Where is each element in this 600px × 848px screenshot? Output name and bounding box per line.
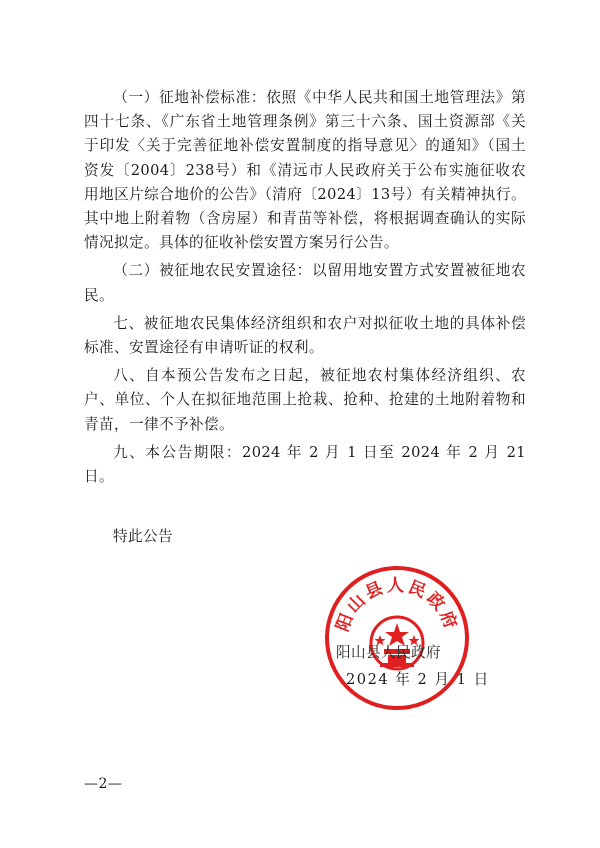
official-seal — [322, 563, 472, 713]
paragraph-notice-period: 九、本公告期限：2024 年 2 月 1 日至 2024 年 2 月 21 日。 — [84, 443, 526, 486]
paragraph-compensation-standard: （一）征地补偿标准：依照《中华人民共和国土地管理法》第四十七条、《广东省土地管理条例》第三十六条、国土资源部《关于印发〈关于完善征地补偿安置制度的指导意见〉的通知》（国土资发〔2004〕238号）和《清远市人民政府关于公布实施征收农用地区片综合地价的公告》（清府〔2024〕13号）有关精神执行。其中地上附着物（含房屋）和青苗等补偿，将根据调查确认的实际情况拟定。具体的征收补偿安置方案另行公告。 — [84, 89, 526, 252]
notice-body — [84, 86, 526, 489]
seal-text: 阳山县人民政府 — [332, 576, 462, 635]
paragraph-hearing-rights: 七、被征地农民集体经济组织和农户对拟征收土地的具体补偿标准、安置途径有申请听证的权利。 — [84, 314, 526, 357]
signature-organization: 阳山县人民政府 — [336, 644, 441, 661]
signature-date: 2024 年 2 月 1 日 — [346, 671, 490, 688]
page-number: —2— — [84, 776, 123, 792]
paragraph-no-compensation: 八、自本预公告发布之日起，被征地农村集体经济组织、农户、单位、个人在拟征地范围上抢栽、抢种、抢建的土地附着物和青苗，一律不予补偿。 — [84, 367, 526, 433]
paragraph-resettlement-method: （二）被征地农民安置途径：以留用地安置方式安置被征地农民。 — [84, 262, 526, 304]
closing-statement: 特此公告 — [113, 528, 173, 545]
